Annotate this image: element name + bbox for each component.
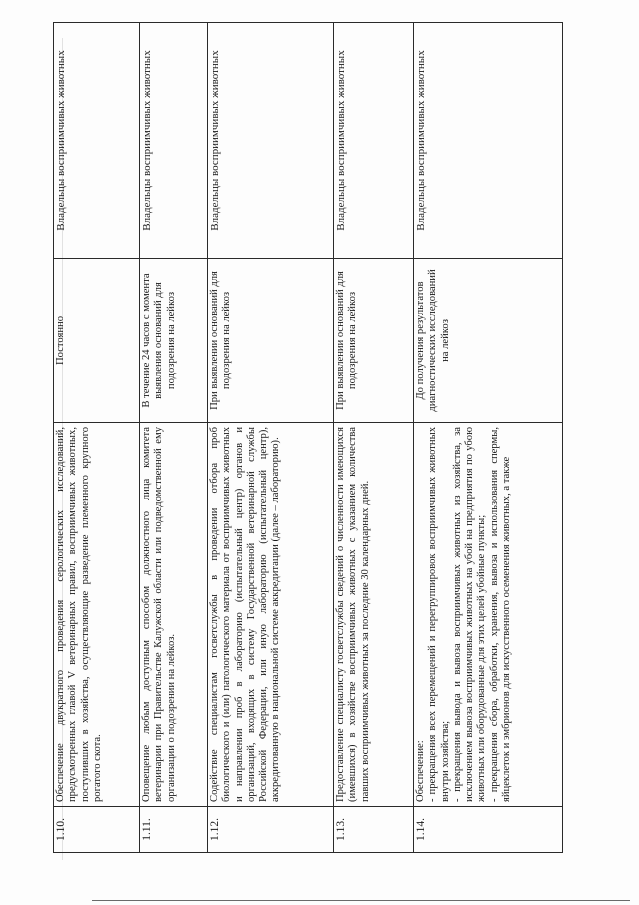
- table-row: [54, 23, 140, 853]
- row-number: 1.14.: [414, 807, 563, 853]
- row-term: В течение 24 часов с момента выявления оснований для подозрения на лейкоз: [140, 259, 208, 423]
- row-executor: Владельцы восприимчивых животных: [54, 23, 140, 259]
- table-row: [140, 23, 208, 853]
- action-item: - прекращения всех перемещений и перегруппировок восприимчивых животных внутри хозяйства;: [427, 427, 451, 802]
- action-item: - прекращения сбора, обработки, хранения, вывоза и использования спермы, яйцеклеток и эмбрионов для искусственного осеменения животных, а также: [488, 427, 512, 802]
- row-term: До получения результатов диагностических исследований на лейкоз: [414, 259, 563, 423]
- action-intro: Обеспечение:: [415, 740, 426, 802]
- row-number: 1.11.: [140, 807, 208, 853]
- action-item: - прекращения вывода и вывоза восприимчивых животных из хозяйства, за исключением вывоза восприимчивых животных на убой на предприятия по убою животных или оборудованные для этих целей убойные пункты;: [451, 427, 488, 802]
- row-number: 1.12.: [208, 807, 334, 853]
- row-executor: Владельцы восприимчивых животных: [414, 23, 563, 259]
- row-action-text: Предоставление специалисту госветслужбы сведений о численности имеющихся (имевшихся) в хозяйстве восприимчивых животных с указанием количества павших восприимчивых животных за последние 30 календарных дней.: [334, 423, 414, 807]
- row-action-text: Содействие специалистам госветслужбы в проведении отбора проб биологического и (или) патологического материала от восприимчивых животных и направлении проб в лабораторию (испытательный центр) органов и организаций, входящих в систему Государственной ветеринарной службы Российской Федерации, или иную лабораторию (испытательный центр), аккредитованную в национальной системе аккредитации (далее – лабораторию).: [208, 423, 334, 807]
- measures-table: [53, 22, 563, 853]
- page-bottom-line: [92, 900, 630, 901]
- row-executor: Владельцы восприимчивых животных: [140, 23, 208, 259]
- row-action-text: Обеспечение двукратного проведения серологических исследований, предусмотренных главой V ветеринарных правил, восприимчивых животных, поступивших в хозяйства, осуществляющие разведение племенного крупного рогатого скота.: [54, 423, 140, 807]
- row-executor: Владельцы восприимчивых животных: [208, 23, 334, 259]
- table-row: [414, 23, 563, 853]
- row-action-text: Оповещение любым доступным способом должностного лица комитета ветеринарии при Правительстве Калужской области или подведомственной ему организации о подозрении на лейкоз.: [140, 423, 208, 807]
- row-term: Постоянно: [54, 259, 140, 423]
- row-number: 1.13.: [334, 807, 414, 853]
- table-row: [334, 23, 414, 853]
- row-term: При выявлении оснований для подозрения на лейкоз: [334, 259, 414, 423]
- row-executor: Владельцы восприимчивых животных: [334, 23, 414, 259]
- rotated-table-container: [53, 23, 563, 853]
- row-term: При выявлении оснований для подозрения на лейкоз: [208, 259, 334, 423]
- row-number: 1.10.: [54, 807, 140, 853]
- table-row: [208, 23, 334, 853]
- row-action-text: [414, 423, 563, 807]
